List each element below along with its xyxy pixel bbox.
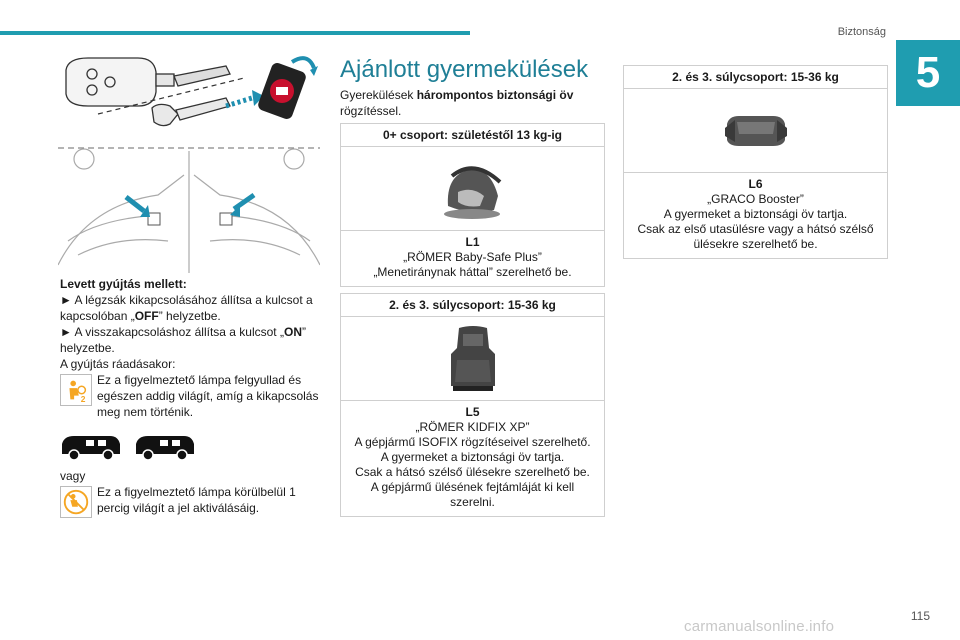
ignition-instructions <box>60 276 322 516</box>
dashboard-illustration <box>58 145 320 273</box>
seat-line: „GRACO Booster” <box>707 192 804 206</box>
chapter-number: 5 <box>896 40 960 106</box>
seat-group-header: 0+ csoport: születéstől 13 kg-ig <box>341 124 604 147</box>
booster-cushion-image <box>721 106 791 156</box>
vehicle-icons <box>60 432 322 462</box>
seat-line: Csak a hátsó szélső ülésekre szerelhető be. <box>355 465 590 479</box>
seat-line: Csak az első utasülésre vagy a hátsó szélső ülésekre szerelhető be. <box>637 222 874 251</box>
seat-code: L5 <box>465 405 480 419</box>
seat-line: A gépjármű ISOFIX rögzítéseivel szerelhető. <box>354 435 591 449</box>
seat-group-header: 2. és 3. súlycsoport: 15-36 kg <box>624 66 887 89</box>
blue-arrow-icon <box>226 90 264 106</box>
seat-line: A gyermeket a biztonsági öv tartja. <box>663 207 848 221</box>
baby-seat-image <box>438 156 508 222</box>
warning-row-2 <box>60 484 322 516</box>
header-accent-bar <box>0 31 470 35</box>
seat-line: „RÖMER KIDFIX XP” <box>415 420 530 434</box>
ignition-line: A gyújtás ráadásakor: <box>60 357 176 371</box>
seat-table-l5 <box>340 293 605 517</box>
airbag-switch-icon <box>257 58 318 120</box>
section-heading: Ajánlott gyermekülések <box>340 56 589 83</box>
step-off: ► A légzsák kikapcsolásához állítsa a kulcsot a kapcsolóban „OFF” helyzetbe. <box>60 293 313 323</box>
warning-text-1: Ez a figyelmeztető lámpa felgyullad és egészen addig világít, amíg a kikapcsolás meg nem történik. <box>97 373 319 419</box>
section-title: Biztonság <box>837 26 886 38</box>
page-number: 115 <box>910 609 930 623</box>
seat-line: A gépjármű ülésének fejtámláját ki kell szerelni. <box>370 480 575 509</box>
airbag-off-warning-icon <box>60 486 92 518</box>
seat-line: A gyermeket a biztonsági öv tartja. <box>380 450 565 464</box>
warning-text-2: Ez a figyelmeztető lámpa körülbelül 1 percig világít a jel aktiválásáig. <box>97 485 296 515</box>
warning-row-1 <box>60 372 322 420</box>
van-icon <box>134 432 196 462</box>
seat-code: L1 <box>465 235 480 249</box>
instructions-heading: Levett gyújtás mellett: <box>60 277 187 291</box>
seat-code: L6 <box>748 177 763 191</box>
step-on: ► A visszakapcsoláshoz állítsa a kulcsot „ON” helyzetbe. <box>60 325 306 355</box>
or-label: vagy <box>60 469 86 483</box>
watermark: carmanualsonline.info <box>684 618 835 635</box>
intro-text: Gyerekülések hárompontos biztonsági öv rögzítéssel. <box>340 88 574 118</box>
key-illustration <box>58 48 320 140</box>
airbag-warning-icon <box>60 374 92 406</box>
svg-text:2: 2 <box>80 394 86 405</box>
booster-seat-image <box>445 324 501 394</box>
van-icon <box>60 432 122 462</box>
seat-line: „RÖMER Baby-Safe Plus” <box>403 250 542 264</box>
seat-group-header: 2. és 3. súlycsoport: 15-36 kg <box>341 294 604 317</box>
seat-table-l1 <box>340 123 605 287</box>
seat-table-l6 <box>623 65 888 259</box>
seat-line: „Menetiránynak háttal” szerelhető be. <box>373 265 572 279</box>
